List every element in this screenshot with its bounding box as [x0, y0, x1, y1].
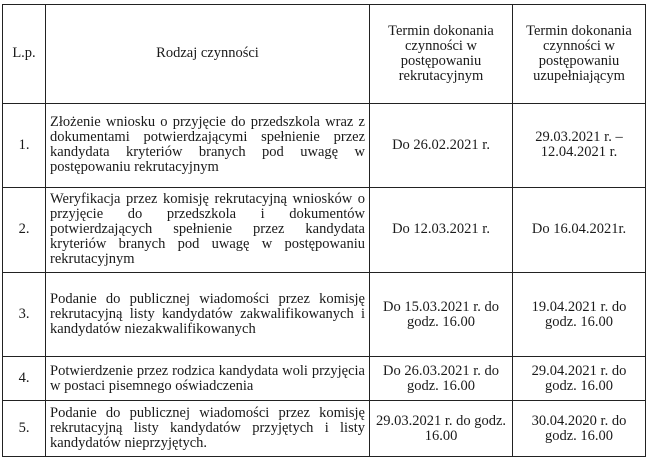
table-row [3, 103, 646, 187]
term-main: Do 26.02.2021 r. [370, 103, 513, 187]
activity-description: Złożenie wniosku o przyjęcie do przedszkola wraz z dokumentami potwierdzającymi spełnienie przez kandydata kryteriów branych pod uwagę w postępowaniu rekrutacyjnym [46, 103, 370, 187]
term-main: Do 26.03.2021 r. do godz. 16.00 [370, 357, 513, 401]
header-activity: Rodzaj czynności [46, 5, 370, 104]
term-supplementary: 29.04.2021 r. do godz. 16.00 [513, 357, 646, 401]
term-supplementary: 29.03.2021 r. – 12.04.2021 r. [513, 103, 646, 187]
header-lp: L.p. [3, 5, 46, 104]
activity-description: Potwierdzenie przez rodzica kandydata woli przyjęcia w postaci pisemnego oświadczenia [46, 357, 370, 401]
activity-description: Weryfikacja przez komisję rekrutacyjną wniosków o przyjęcie do przedszkola i dokumentów potwierdzających spełnienie przez kandydata kryteriów branych pod uwagę w postępowaniu rekrutacyjnym [46, 187, 370, 272]
table-row [3, 357, 646, 401]
table-header-row [3, 5, 646, 104]
table-row [3, 273, 646, 357]
term-supplementary: Do 16.04.2021r. [513, 187, 646, 272]
row-number: 2. [3, 187, 46, 272]
header-term-supplementary: Termin dokonania czynności w postępowaniu uzupełniającym [513, 5, 646, 104]
term-supplementary: 30.04.2020 r. do godz. 16.00 [513, 401, 646, 457]
row-number: 3. [3, 273, 46, 357]
row-number: 5. [3, 401, 46, 457]
activity-description: Podanie do publicznej wiadomości przez komisję rekrutacyjną listy kandydatów zakwalifikowanych i kandydatów niezakwalifikowanych [46, 273, 370, 357]
term-main: Do 15.03.2021 r. do godz. 16.00 [370, 273, 513, 357]
header-term-main: Termin dokonania czynności w postępowaniu rekrutacyjnym [370, 5, 513, 104]
table-row [3, 401, 646, 457]
row-number: 1. [3, 103, 46, 187]
term-main: 29.03.2021 r. do godz. 16.00 [370, 401, 513, 457]
table-row [3, 187, 646, 272]
recruitment-schedule-table [2, 4, 646, 457]
activity-description: Podanie do publicznej wiadomości przez komisję rekrutacyjną listy kandydatów przyjętych i listy kandydatów nieprzyjętych. [46, 401, 370, 457]
row-number: 4. [3, 357, 46, 401]
term-main: Do 12.03.2021 r. [370, 187, 513, 272]
term-supplementary: 19.04.2021 r. do godz. 16.00 [513, 273, 646, 357]
